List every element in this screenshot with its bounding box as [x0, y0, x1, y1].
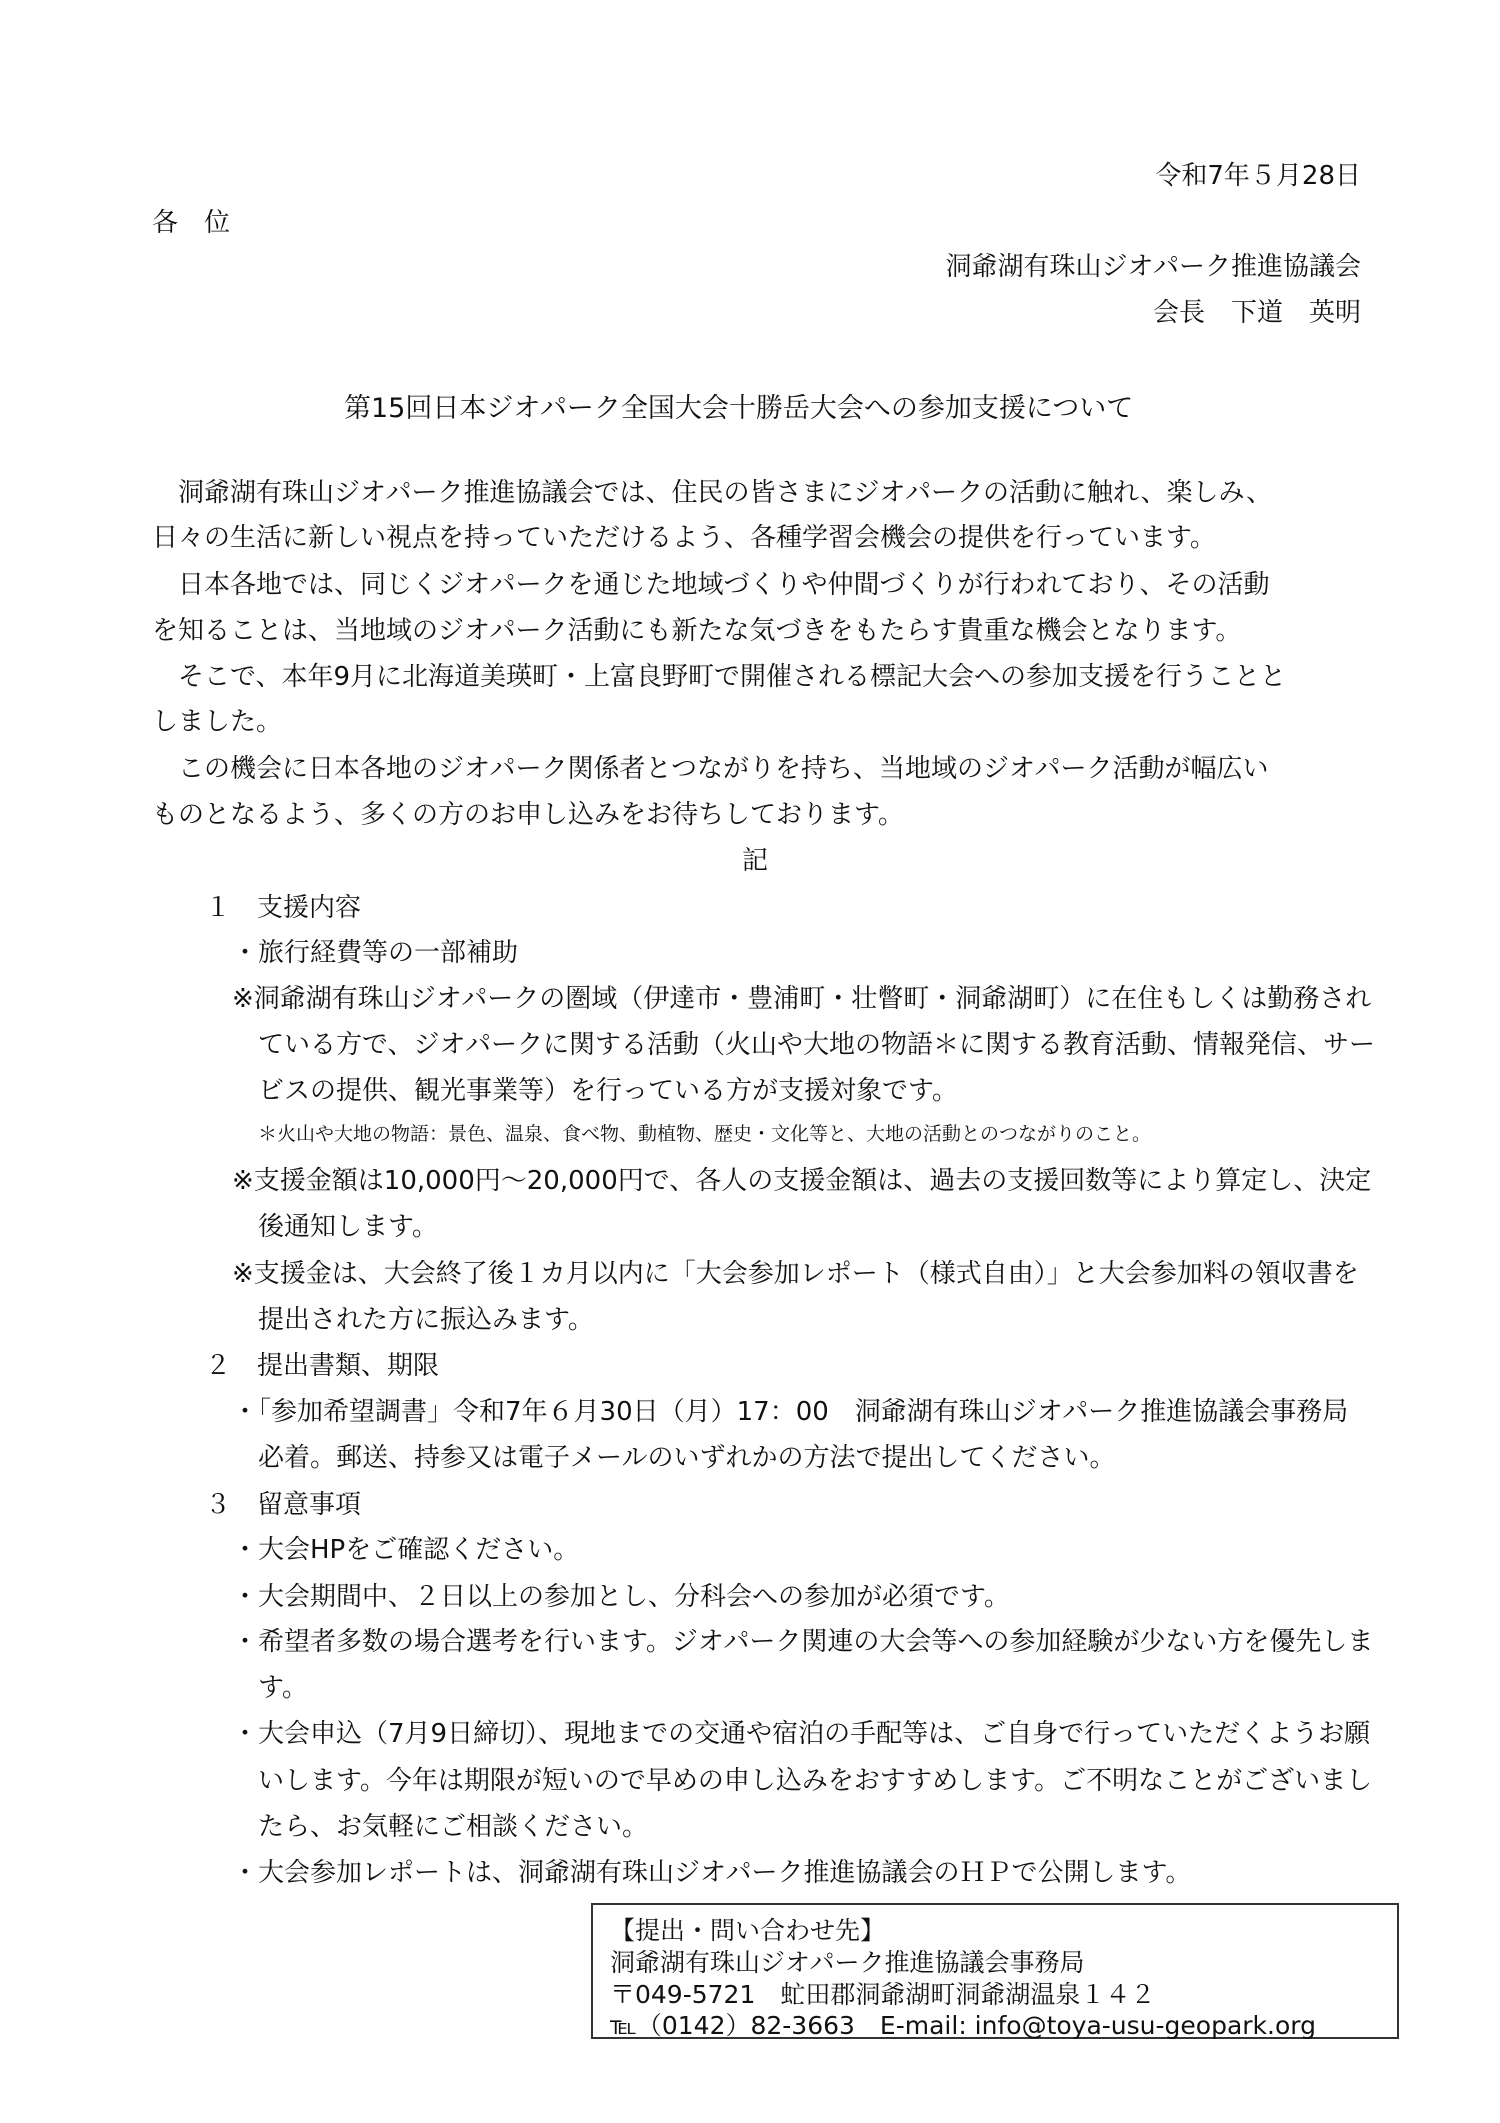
section-heading: ２ 提出書類、期限 — [205, 1351, 440, 1381]
section-heading: １ 支援内容 — [205, 893, 362, 923]
section2-line: 必着。郵送、持参又は電子メールのいずれかの方法で提出してください。 — [258, 1443, 1116, 1473]
section3-line: いします。今年は期限が短いので早めの申し込みをおすすめします。ご不明なことがございまし — [258, 1766, 1373, 1796]
contact-box — [591, 1903, 1399, 2039]
document-title: 第15回日本ジオパーク全国大会十勝岳大会への参加支援について — [344, 393, 1134, 424]
contact-organization: 洞爺湖有珠山ジオパーク推進協議会事務局 — [610, 1948, 1085, 1977]
section3-line: たら、お気軽にご相談ください。 — [258, 1812, 649, 1842]
contact-address: 〒049-5721 虻田郡洞爺湖町洞爺湖温泉１４２ — [610, 1980, 1156, 2009]
ki-marker: 記 — [742, 846, 769, 876]
section1-note: ※洞爺湖有珠山ジオパークの圏域（伊達市・豊浦町・壮瞥町・洞爺湖町）に在住もしくは勤務され — [232, 984, 1372, 1014]
section3-line: ・大会申込（7月9日締切）、現地までの交通や宿泊の手配等は、ご自身で行っていただくようお願 — [232, 1719, 1371, 1749]
document-date: 令和7年５月28日 — [1155, 161, 1361, 191]
section1-note: ビスの提供、観光事業等）を行っている方が支援対象です。 — [258, 1076, 958, 1106]
contact-title: 【提出・問い合わせ先】 — [610, 1916, 886, 1945]
sender-organization: 洞爺湖有珠山ジオパーク推進協議会 — [945, 252, 1361, 282]
section-heading: ３ 留意事項 — [205, 1490, 362, 1520]
section3-line: す。 — [258, 1673, 308, 1703]
sender-name: 会長 下道 英明 — [1152, 298, 1361, 328]
section1-note: 後通知します。 — [258, 1212, 438, 1242]
body-line: そこで、本年9月に北海道美瑛町・上富良野町で開催される標記大会への参加支援を行うことと — [178, 662, 1287, 692]
section3-line: ・大会参加レポートは、洞爺湖有珠山ジオパーク推進協議会のＨＰで公開します。 — [232, 1858, 1192, 1888]
section1-note: ※支援金額は10,000円～20,000円で、各人の支援金額は、過去の支援回数等により算定し、決定 — [232, 1166, 1372, 1196]
body-line: ものとなるよう、多くの方のお申し込みをお待ちしております。 — [152, 800, 904, 830]
body-line: 日々の生活に新しい視点を持っていただけるよう、各種学習会機会の提供を行っています。 — [152, 523, 1216, 553]
section1-footnote: ＊火山や大地の物語：景色、温泉、食べ物、動植物、歴史・文化等と、大地の活動とのつながりのこと。 — [258, 1123, 1152, 1145]
body-line: 日本各地では、同じくジオパークを通じた地域づくりや仲間づくりが行われており、その活動 — [178, 570, 1270, 600]
body-line: しました。 — [152, 707, 283, 737]
section3-line: ・大会HPをご確認ください。 — [232, 1535, 580, 1565]
section1-note: ている方で、ジオパークに関する活動（火山や大地の物語＊に関する教育活動、情報発信、サー — [258, 1030, 1375, 1060]
section1-bullet: ・旅行経費等の一部補助 — [232, 938, 519, 968]
section3-line: ・大会期間中、２日以上の参加とし、分科会への参加が必須です。 — [232, 1582, 1010, 1612]
body-line: を知ることは、当地域のジオパーク活動にも新たな気づきをもたらす貴重な機会となります。 — [152, 616, 1242, 646]
section1-note: ※支援金は、大会終了後１カ月以内に「大会参加レポート（様式自由）」と大会参加料の領収書を — [232, 1259, 1359, 1289]
contact-phone-email: ℡（0142）82-3663 E-mail: info@toya-usu-geopark.org — [610, 2011, 1316, 2040]
body-line: この機会に日本各地のジオパーク関係者とつながりを持ち、当地域のジオパーク活動が幅広い — [178, 754, 1269, 784]
section2-line: ・「参加希望調書」令和7年６月30日（月）17：00 洞爺湖有珠山ジオパーク推進協議会事務局 — [232, 1397, 1349, 1427]
section1-note: 提出された方に振込みます。 — [258, 1305, 594, 1335]
body-line: 洞爺湖有珠山ジオパーク推進協議会では、住民の皆さまにジオパークの活動に触れ、楽しみ、 — [178, 478, 1273, 508]
section3-line: ・希望者多数の場合選考を行います。ジオパーク関連の大会等への参加経験が少ない方を優先しま — [232, 1627, 1374, 1657]
addressee: 各 位 — [152, 208, 231, 238]
